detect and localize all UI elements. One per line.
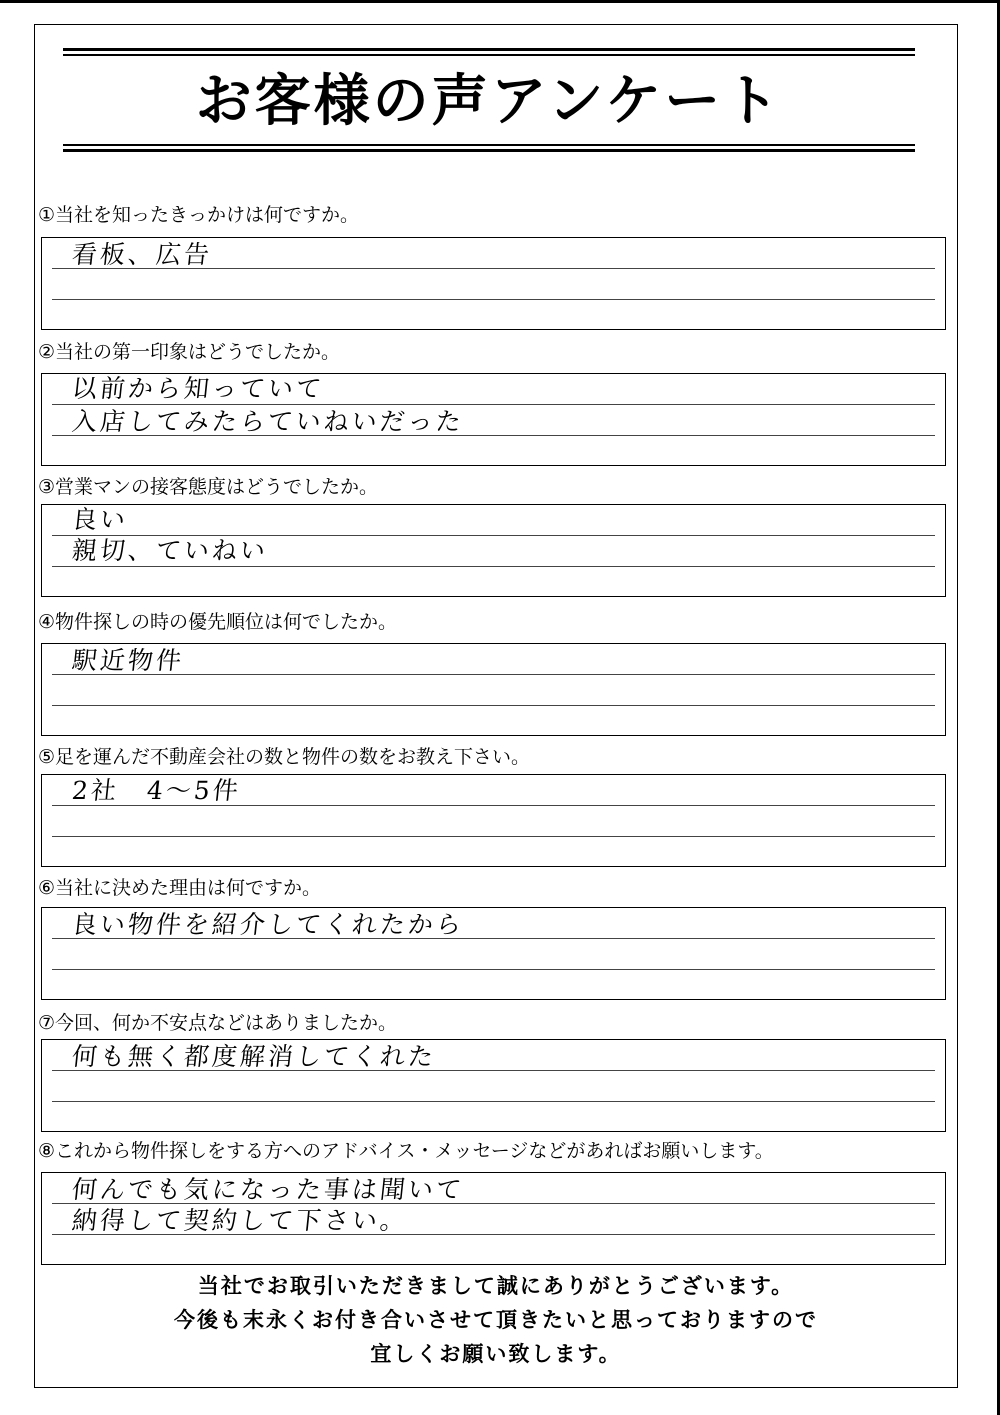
answer-rule bbox=[52, 836, 935, 837]
closing-line-1: 当社でお取引いただきまして誠にありがとうございます。 bbox=[197, 1274, 795, 1298]
question-6: ⑥当社に決めた理由は何ですか。 bbox=[38, 877, 322, 899]
answer-3-line-1: 良い bbox=[70, 505, 130, 534]
answer-2-line-2: 入店してみたらていねいだった bbox=[70, 407, 466, 436]
answer-3-line-2: 親切、ていねい bbox=[70, 536, 270, 565]
question-2: ②当社の第一印象はどうでしたか。 bbox=[38, 341, 341, 363]
answer-rule bbox=[52, 705, 935, 706]
answer-box-8 bbox=[41, 1172, 946, 1265]
answer-4-line-1: 駅近物件 bbox=[70, 646, 186, 675]
answer-rule bbox=[52, 404, 935, 405]
question-3: ③営業マンの接客態度はどうでしたか。 bbox=[38, 476, 379, 498]
question-5: ⑤足を運んだ不動産会社の数と物件の数をお教え下さい。 bbox=[38, 746, 531, 768]
question-8: ⑧これから物件探しをする方へのアドバイス・メッセージなどがあればお願いします。 bbox=[38, 1140, 774, 1162]
answer-box-7 bbox=[41, 1039, 946, 1132]
answer-rule bbox=[52, 969, 935, 970]
answer-rule bbox=[52, 1101, 935, 1102]
closing-line-3: 宜しくお願い致します。 bbox=[370, 1342, 622, 1366]
answer-8-line-2: 納得して契約して下さい。 bbox=[70, 1206, 410, 1235]
title-rule-top bbox=[63, 48, 915, 56]
answer-7-line-1: 何も無く都度解消してくれた bbox=[70, 1042, 438, 1071]
answer-rule bbox=[52, 674, 935, 675]
answer-box-5 bbox=[41, 774, 946, 867]
question-1: ①当社を知ったきっかけは何ですか。 bbox=[38, 204, 360, 226]
answer-box-6 bbox=[41, 907, 946, 1000]
question-4: ④物件探しの時の優先順位は何でしたか。 bbox=[38, 611, 398, 633]
answer-1-line-1: 看板、広告 bbox=[70, 240, 214, 269]
answer-rule bbox=[52, 566, 935, 567]
answer-2-line-1: 以前から知っていて bbox=[70, 374, 326, 403]
answer-box-4 bbox=[41, 643, 946, 736]
scan-edge-top bbox=[0, 0, 1000, 3]
answer-8-line-1: 何んでも気になった事は聞いて bbox=[70, 1175, 466, 1204]
answer-5-line-1: 2社 4～5件 bbox=[70, 776, 243, 805]
answer-6-line-1: 良い物件を紹介してくれたから bbox=[70, 910, 466, 939]
answer-rule bbox=[52, 299, 935, 300]
title-rule-bottom bbox=[63, 144, 915, 152]
answer-box-2 bbox=[41, 373, 946, 466]
answer-box-1 bbox=[41, 237, 946, 330]
form-title: お客様の声アンケート bbox=[195, 69, 783, 134]
closing-line-2: 今後も末永くお付き合いさせて頂きたいと思っておりますので bbox=[174, 1308, 818, 1332]
question-7: ⑦今回、何か不安点などはありましたか。 bbox=[38, 1012, 398, 1034]
answer-box-3 bbox=[41, 504, 946, 597]
